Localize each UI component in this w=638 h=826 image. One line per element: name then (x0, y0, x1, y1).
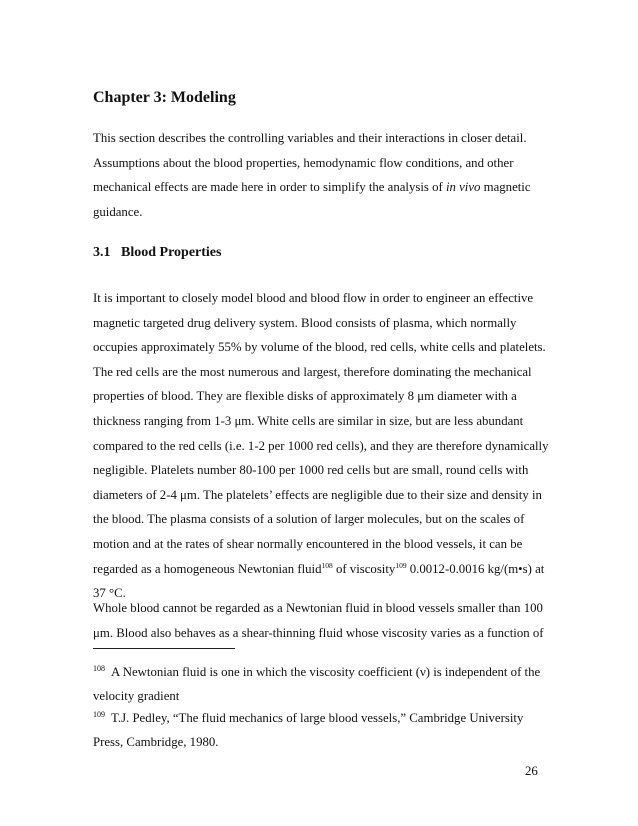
text-line: It is important to closely model blood and blood flow in order to engineer an effective (93, 291, 534, 305)
text-line: properties of blood. They are flexible disks of approximately 8 μm diameter with a (93, 389, 517, 404)
footnote-text: T.J. Pedley, “The fluid mechanics of large blood vessels,” Cambridge University (111, 711, 524, 725)
text-line: occupies approximately 55% by volume of the blood, red cells, white cells and platelets. (93, 340, 546, 355)
text-line: 37 °C. (93, 586, 126, 601)
text-line: This section describes the controlling variables and their interactions in closer detail. (93, 131, 527, 145)
text-line: guidance. (93, 204, 143, 219)
text-line: The red cells are the most numerous and largest, therefore dominating the mechanical (93, 364, 532, 379)
text-line (93, 706, 553, 730)
footnote-reference[interactable]: 109 (395, 560, 407, 570)
page-number: 26 (525, 764, 538, 778)
chapter-title: Chapter 3: Modeling (93, 89, 236, 106)
text-segment: 0.0012-0.0016 kg/(m•s) at (406, 561, 545, 576)
text-line: Press, Cambridge, 1980. (93, 735, 219, 749)
text-line: Assumptions about the blood properties, hemodynamic flow conditions, and other (93, 155, 514, 170)
text-line: compared to the red cells (i.e. 1-2 per 1000 red cells), and they are therefore dynamically (93, 438, 549, 453)
footnote-109 (93, 706, 553, 754)
newtonian-paragraph (93, 596, 553, 645)
text-segment: magnetic (480, 180, 531, 195)
text-line: motion and at the rates of shear normally encountered in the blood vessels, it can be (93, 536, 523, 551)
footnote-reference[interactable]: 108 (321, 560, 333, 570)
section-title: Blood Properties (121, 245, 222, 260)
text-segment: regarded as a homogeneous Newtonian fluid (93, 561, 322, 576)
blood-properties-paragraph (93, 286, 553, 606)
footnote-108 (93, 660, 553, 708)
text-line: magnetic targeted drug delivery system. Blood consists of plasma, which normally (93, 315, 517, 330)
italic-term: in vivo (445, 180, 481, 195)
text-segment: mechanical effects are made here in order to simplify the analysis of (93, 180, 446, 195)
text-line: Whole blood cannot be regarded as a Newtonian fluid in blood vessels smaller than 100 (93, 601, 543, 615)
intro-paragraph (93, 126, 553, 224)
footnote-divider (93, 648, 235, 649)
text-line: velocity gradient (93, 689, 180, 703)
text-segment: of viscosity (332, 561, 396, 576)
text-line: the blood. The plasma consists of a solution of larger molecules, but on the scales of (93, 512, 525, 527)
text-line: μm. Blood also behaves as a shear-thinning fluid whose viscosity varies as a function of (93, 625, 544, 640)
section-heading (93, 245, 221, 261)
text-line (93, 557, 553, 582)
section-number: 3.1 (93, 245, 111, 260)
footnote-mark: 109 (93, 710, 105, 719)
footnote-text: A Newtonian fluid is one in which the viscosity coefficient (ν) is independent of the (111, 665, 541, 679)
text-line: diameters of 2-4 μm. The platelets’ effects are negligible due to their size and density in (93, 487, 542, 502)
text-line (93, 660, 553, 684)
text-line: negligible. Platelets number 80-100 per 1000 red cells but are small, round cells with (93, 463, 529, 478)
text-line: thickness ranging from 1-3 μm. White cells are similar in size, but are less abundant (93, 413, 524, 428)
footnote-mark: 108 (93, 664, 105, 673)
text-line (93, 175, 553, 200)
